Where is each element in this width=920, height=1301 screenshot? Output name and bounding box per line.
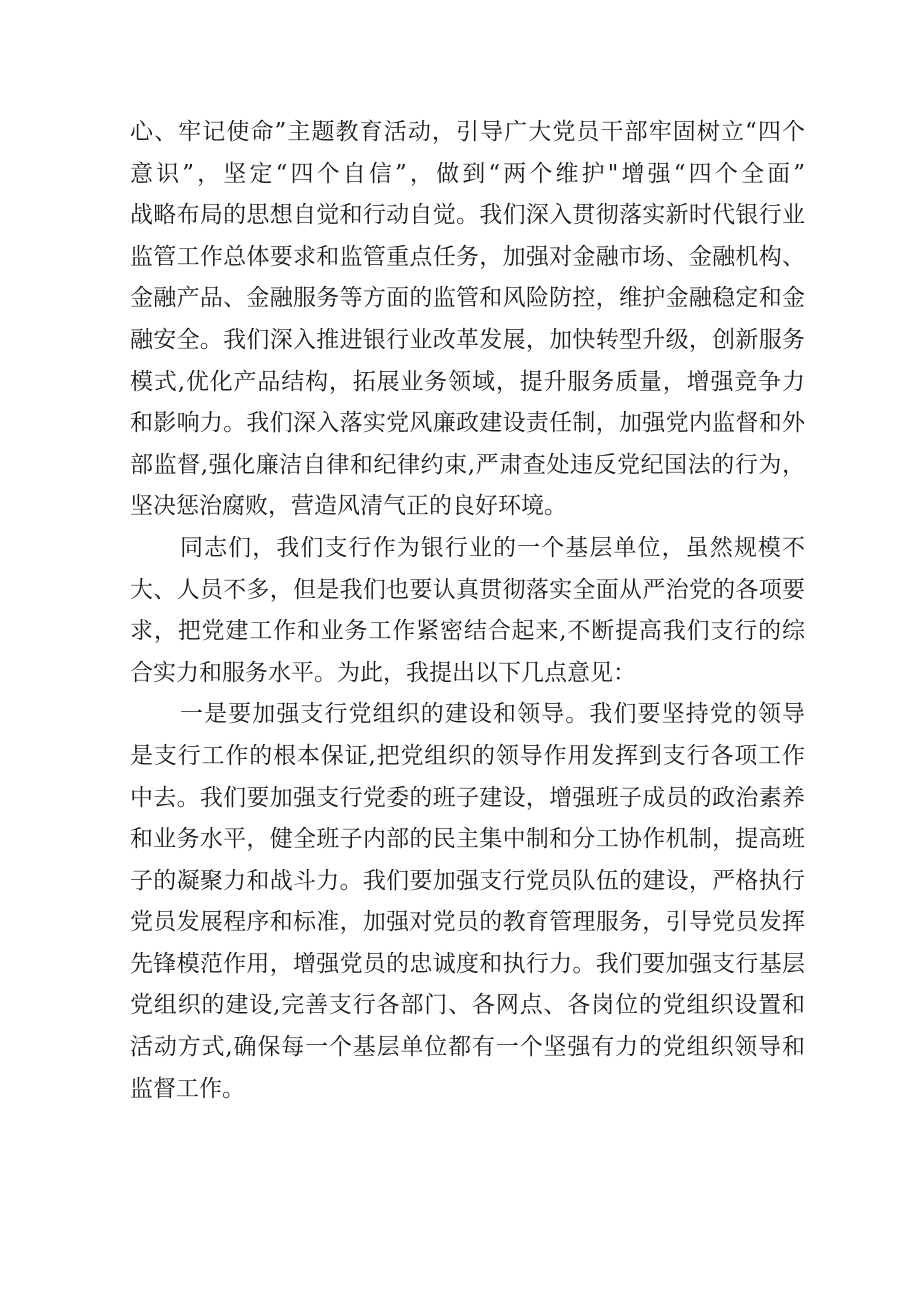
text-line: 中去。我们要加强支行党委的班子建设，增强班子成员的政治素养 [130,784,805,811]
body-text [130,112,805,1110]
text-line: 子的凝聚力和战斗力。我们要加强支行党员队伍的建设，严格执行 [130,867,805,894]
text-line: 是支行工作的根本保证,把党组织的领导作用发挥到支行各项工作 [130,742,805,769]
text-line: 坚决惩治腐败，营造风清气正的良好环境。 [130,493,567,520]
text-line: 先锋模范作用，增强党员的忠诚度和执行力。我们要加强支行基层 [130,950,805,977]
text-line: 党组织的建设,完善支行各部门、各网点、各岗位的党组织设置和 [130,992,805,1019]
text-line: 监管工作总体要求和监管重点任务，加强对金融市场、金融机构、 [130,243,805,270]
text-line: 一是要加强支行党组织的建设和领导。我们要坚持党的领导 [180,701,805,728]
text-line: 模式,优化产品结构，拓展业务领域，提升服务质量，增强竞争力 [130,368,805,395]
text-line: 融安全。我们深入推进银行业改革发展，加快转型升级，创新服务 [130,326,805,353]
text-line: 部监督,强化廉洁自律和纪律约束,严肃查处违反党纪国法的行为， [130,451,805,478]
text-line: 金融产品、金融服务等方面的监管和风险防控，维护金融稳定和金 [130,285,805,312]
text-line: 和影响力。我们深入落实党风廉政建设责任制，加强党内监督和外 [130,410,805,437]
text-line: 同志们，我们支行作为银行业的一个基层单位，虽然规模不 [180,534,805,561]
text-line: 监督工作。 [130,1075,245,1102]
text-line: 战略布局的思想自觉和行动自觉。我们深入贯彻落实新时代银行业 [130,202,805,229]
text-line: 党员发展程序和标准，加强对党员的教育管理服务，引导党员发挥 [130,909,805,936]
paragraph-3 [130,694,805,1110]
text-line: 活动方式,确保每一个基层单位都有一个坚强有力的党组织领导和 [130,1034,805,1061]
text-line: 意识”，坚定“四个自信”，做到“两个维护"增强“四个全面” [130,160,805,187]
text-line: 心、牢记使命”主题教育活动，引导广大党员干部牢固树立“四个 [130,119,805,145]
paragraph-2 [130,528,805,694]
text-line: 和业务水平，健全班子内部的民主集中制和分工协作机制，提高班 [130,826,805,853]
text-line: 大、人员不多，但是我们也要认真贯彻落实全面从严治党的各项要 [130,576,805,603]
text-line: 合实力和服务水平。为此，我提出以下几点意见： [130,659,636,686]
paragraph-1 [130,112,805,528]
text-line: 求，把党建工作和业务工作紧密结合起来,不断提高我们支行的综 [130,618,805,645]
